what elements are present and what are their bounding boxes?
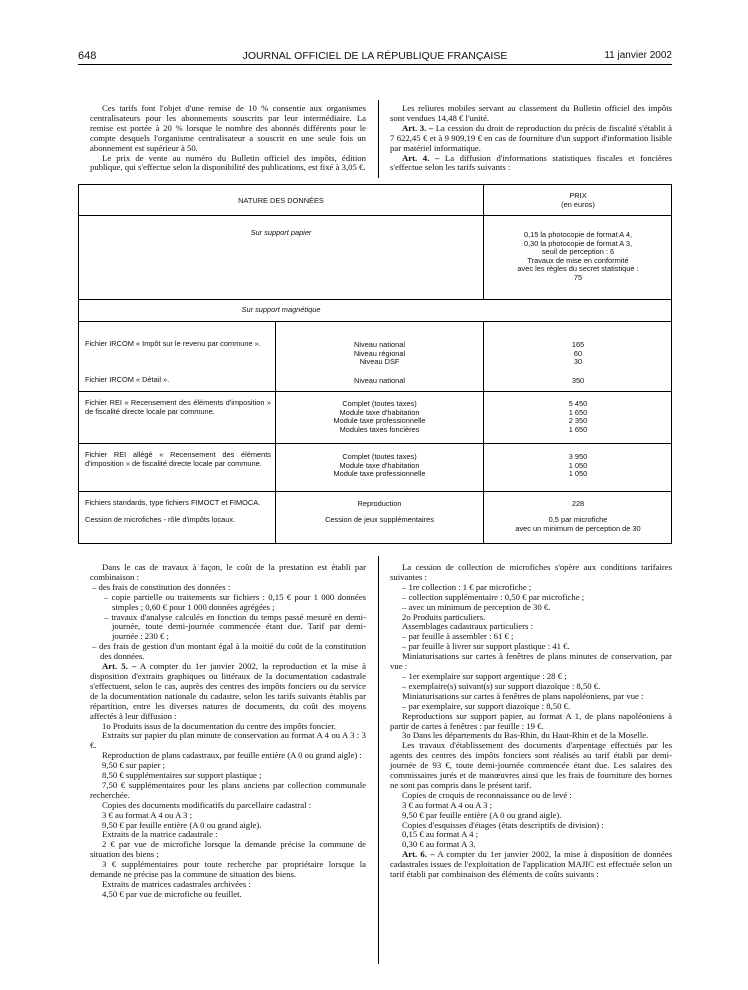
article-label: Art. 3. – (402, 122, 434, 133)
table-rule (79, 491, 671, 492)
ircom-prices (484, 341, 672, 367)
paragraph: Miniaturisations sur cartes à fenêtres de plans minutes de conservation, par vue : (390, 651, 672, 672)
paragraph: Dans le cas de travaux à façon, le coût de la prestation est établi par combinaison : (90, 562, 366, 582)
bottom-right-column (390, 563, 672, 880)
list-item: – 1er exemplaire sur support argentique : 28 € ; (402, 670, 567, 681)
article-5 (90, 662, 366, 721)
rei-prices (484, 400, 672, 434)
table-rule (79, 321, 671, 322)
article-4 (390, 154, 672, 174)
list-item: – collection supplémentaire : 0,50 € par microfiche ; (402, 591, 585, 602)
bottom-left-column (90, 563, 366, 900)
article-label: Art. 4. – (402, 152, 440, 163)
article-text: A compter du 1er janvier 2002, la reproduction et la mise à disposition d'extraits graphiques ou littéraux de la documentation cadastrale s'effectuent, selon le cas, auprès des centres des impôts fonciers ou du service de la documentation nationale du cadastre, selon les tarifs suivants établis par répartition, entre les diverses natures de documents, du coût des moyens affectés à leur diffusion : (90, 661, 366, 721)
rei-item: Module taxe professionnelle (333, 416, 426, 426)
paragraph: 1o Produits issus de la documentation du centre des impôts foncier. (102, 720, 336, 731)
rei-item: Module taxe d'habitation (339, 460, 420, 470)
list-item: – avec un minimum de perception de 30 €. (402, 601, 551, 612)
paragraph: 3 € au format A 4 ou A 3 ; (102, 809, 193, 820)
prix-unit: (en euros) (561, 199, 595, 209)
page-number: 648 (78, 50, 97, 62)
paragraph: 8,50 € supplémentaires sur support plastique ; (102, 770, 262, 781)
rei-item: Complet (toutes taxes) (342, 452, 417, 461)
paragraph: Copies de croquis de reconnaissance ou de levé : (402, 789, 572, 800)
rei-allege-items (276, 453, 483, 479)
article-3 (390, 124, 672, 154)
microfiches-label: Cession de microfiches - rôle d'impôts locaux. (85, 515, 236, 524)
rei-item: Modules taxes foncières (339, 424, 420, 434)
rei-items (276, 400, 483, 434)
column-header-prix (484, 192, 672, 209)
paragraph: 7,50 € supplémentaires pour les plans anciens par collection communale recherchée. (90, 779, 366, 800)
price-line: 0,5 par microfiche (548, 515, 608, 524)
rei-allege-label: Fichier REI allégé « Recensement des éléments d'imposition » de fiscalité directe locale par commune. (85, 450, 271, 468)
section-magnetique: Sur support magnétique (241, 305, 321, 314)
column-divider (378, 100, 379, 178)
price-line: 0,30 la photocopie de format A 3, (523, 238, 633, 248)
article-text: A compter du 1er janvier 2002, la mise à disposition de données cadastrales issues de l'exploitation de l'application MAJIC est effectuée selon un tarif établi par combinaison des éléments de coûts suivants : (390, 849, 672, 880)
paragraph: 3o Dans les départements du Bas-Rhin, du Haut-Rhin et de la Moselle. (402, 730, 649, 741)
paragraph: 3 € au format A 4 ou A 3 ; (402, 799, 493, 810)
paragraph: Le prix de vente au numéro du Bulletin officiel des impôts, édition publique, qui s'effectue selon la disponibilité des publications, est fixé à 3,05 €. (90, 152, 366, 173)
article-6 (390, 850, 672, 880)
paragraph: 2 € par vue de microfiche lorsque la demande précise la commune de situation des biens ; (90, 839, 366, 860)
rei-item: Module taxe professionnelle (333, 469, 426, 479)
price: 5 450 (568, 399, 588, 408)
price-line: Travaux de mise en conformité (527, 255, 629, 265)
paragraph: Les travaux d'établissement des documents d'arpentage effectués par les agents des centres des impôts fonciers sont réalisés au tarif établi par demi-journée de 93 €, toute demi-journée commencée étant due. Les salaires des commissaires jurés et de manœuvres ainsi que les frais de fourniture des bornes ne sont pas compris dans le présent tarif. (390, 740, 672, 790)
paragraph: 3 € supplémentaires pour toute recherche par propriétaire lorsque la demande ne précise pas la commune de situation des biens. (90, 859, 366, 880)
paragraph: Extraits sur papier du plan minute de conservation au format A 4 ou A 3 : 3 €. (90, 730, 366, 751)
ircom-detail-niveau: Niveau national (354, 376, 405, 385)
rei-item: Module taxe d'habitation (339, 407, 420, 417)
ircom-detail-label: Fichier IRCOM « Détail ». (85, 375, 170, 384)
paragraph: 0,30 € au format A 3. (402, 839, 476, 850)
ircom-niveaux (276, 341, 483, 367)
price-line: avec un minimum de perception de 30 (515, 523, 641, 533)
paragraph: 2o Produits particuliers. (402, 611, 486, 622)
top-left-column (90, 104, 366, 173)
list-item: – 1re collection : 1 € par microfiche ; (402, 581, 532, 592)
paragraph: Assemblages cadastraux particuliers : (402, 621, 533, 632)
niveau: Niveau national (354, 340, 405, 349)
microfiches-item: Cession de jeux supplémentaires (325, 515, 434, 524)
list-item: – par exemplaire, sur support diazoïque : 8,50 €. (402, 700, 571, 711)
list-item: – copie partielle ou traitements sur fichiers : 0,15 € pour 1 000 données simples ; 0,60 € pour 1 000 données agrégées ; (104, 591, 366, 612)
paragraph: Extraits de matrices cadastrales archivées : (102, 879, 251, 889)
article-text: La cession du droit de reproduction du précis de fiscalité s'établit à 7 622,45 € et à 9 909,19 € en cas de fourniture d'un support d'information lisible par matériel informatique. (390, 122, 672, 153)
ircom-impot-label: Fichier IRCOM « Impôt sur le revenu par commune ». (85, 339, 261, 348)
price: 3 950 (568, 452, 588, 461)
price-line: 75 (573, 272, 583, 282)
microfiches-price (484, 516, 672, 533)
paragraph: 9,50 € sur papier ; (102, 760, 165, 771)
paragraph: La cession de collection de microfiches s'opère aux conditions tarifaires suivantes : (390, 562, 672, 582)
paragraph: Reproduction de plans cadastraux, par feuille entière (A 0 ou grand aigle) : (102, 750, 362, 761)
article-text: La diffusion d'informations statistiques fiscales et foncières s'effectue selon les tarifs suivants : (390, 152, 672, 173)
paragraph: Copies d'esquisses d'étages (états descriptifs de division) : (402, 819, 604, 830)
price: 2 350 (568, 416, 588, 426)
journal-title: JOURNAL OFFICIEL DE LA RÉPUBLIQUE FRANÇAISE (242, 50, 508, 62)
table-rule (79, 391, 671, 392)
paragraph: 0,15 € au format A 4 ; (402, 829, 479, 840)
list-item: – par feuille à livrer sur support plastique : 41 €. (402, 641, 570, 652)
price: 165 (571, 340, 585, 349)
price: 1 050 (568, 469, 588, 479)
paragraph: Copies des documents modificatifs du parcellaire cadastral : (102, 799, 312, 810)
standards-item: Reproduction (357, 499, 402, 508)
tariff-table (78, 184, 672, 544)
price-line: seuil de perception : 6 (541, 247, 615, 257)
table-rule (79, 215, 671, 216)
price: 1 650 (568, 424, 588, 434)
price: 30 (573, 357, 583, 367)
paragraph: 9,50 € par feuille entière (A 0 ou grand aigle). (102, 819, 262, 830)
section-papier: Sur support papier (250, 228, 312, 237)
column-header-nature: NATURE DES DONNÉES (238, 196, 324, 205)
ircom-detail-price: 350 (571, 376, 585, 385)
article-label: Art. 6. – (402, 849, 435, 860)
price-line: 0,15 la photocopie de format A 4, (523, 230, 633, 239)
paragraph: 4,50 € par vue de microfiche ou feuillet. (102, 888, 242, 899)
rei-label: Fichier REI « Recensement des éléments d'imposition » de fiscalité directe locale par commune. (85, 398, 271, 416)
paragraph: Les reliures mobiles servant au classement du Bulletin officiel des impôts sont vendues 14,48 € l'unité. (390, 103, 672, 123)
prix-label: PRIX (569, 191, 587, 200)
rei-item: Complet (toutes taxes) (342, 399, 417, 408)
page-header (78, 50, 672, 65)
rei-allege-prices (484, 453, 672, 479)
standards-label: Fichiers standards, type fichiers FIMOCT et FIMOCA. (85, 498, 261, 507)
list-item: – travaux d'analyse calculés en fonction du temps passé mesuré en demi-journée, toute demi-journée commencée étant due. Tarif par demi-journée : 230 € ; (104, 611, 366, 642)
list-item: – des frais de gestion d'un montant égal à la moitié du coût de la constitution des données. (92, 641, 366, 662)
table-rule (79, 299, 671, 300)
price-line: avec les règles du secret statistique : (517, 264, 639, 274)
top-right-column (390, 104, 672, 173)
paragraph: Miniaturisations sur cartes à fenêtres de plans napoléoniens, par vue : (402, 690, 644, 701)
list-item: – des frais de constitution des données : (92, 581, 231, 592)
standards-price: 228 (571, 499, 585, 508)
price: 1 650 (568, 407, 588, 417)
list-item: – exemplaire(s) suivant(s) sur support diazoïque : 8,50 €. (402, 680, 601, 691)
table-rule (79, 443, 671, 444)
papier-price (484, 231, 672, 283)
price: 1 050 (568, 460, 588, 470)
article-label: Art. 5. – (102, 661, 137, 672)
price: 60 (573, 348, 583, 358)
paragraph: Extraits de la matrice cadastrale : (102, 829, 218, 840)
column-divider (378, 556, 379, 964)
paragraph: 9,50 € par feuille entière (A 0 ou grand aigle). (402, 809, 562, 820)
issue-date: 11 janvier 2002 (604, 50, 672, 61)
paragraph: Ces tarifs font l'objet d'une remise de 10 % consentie aux organismes centralisateurs pour les abonnements souscrits par leur intermédiaire. La remise est portée à 20 % lorsque le nombre des abonnés différents pour le compte desquels l'organisme centralisateur a souscrit en une seule fois un abonnement est supérieur à 50. (90, 103, 366, 153)
niveau: Niveau régional (353, 348, 406, 358)
paragraph: Reproductions sur support papier, au format A 1, de plans napoléoniens à partir de cartes à fenêtres : par feuille : 19 €. (390, 710, 672, 731)
niveau: Niveau DSF (359, 357, 400, 367)
list-item: – par feuille à assembler : 61 € ; (402, 631, 514, 642)
